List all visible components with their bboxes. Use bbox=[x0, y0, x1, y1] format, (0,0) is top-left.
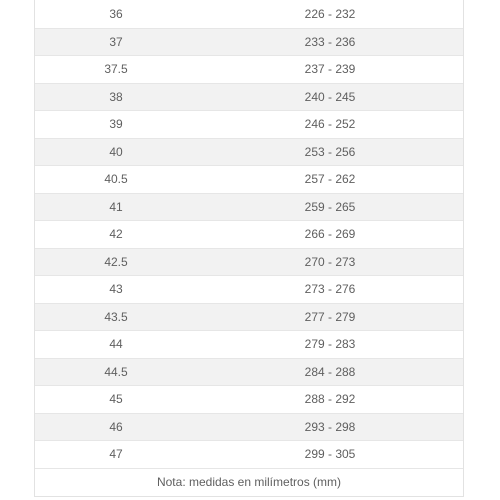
table-row bbox=[35, 0, 463, 28]
length-range-cell: 288 - 292 bbox=[304, 392, 356, 407]
table-row bbox=[35, 385, 463, 413]
length-range-cell: 299 - 305 bbox=[304, 447, 356, 462]
size-cell: 40 bbox=[109, 144, 123, 159]
size-cell: 46 bbox=[109, 419, 123, 434]
length-range-cell: 240 - 245 bbox=[304, 89, 356, 104]
table-row bbox=[35, 358, 463, 386]
size-table bbox=[34, 0, 464, 497]
size-cell: 44.5 bbox=[104, 364, 128, 379]
length-range-cell: 233 - 236 bbox=[304, 34, 356, 49]
table-row bbox=[35, 413, 463, 441]
size-cell: 43.5 bbox=[104, 309, 128, 324]
length-range-cell: 293 - 298 bbox=[304, 419, 356, 434]
table-row bbox=[35, 165, 463, 193]
size-cell: 36 bbox=[109, 6, 123, 21]
table-row bbox=[35, 275, 463, 303]
size-cell: 45 bbox=[109, 392, 123, 407]
table-note-text: Nota: medidas en milímetros (mm) bbox=[156, 475, 342, 489]
table-row bbox=[35, 248, 463, 276]
table-row bbox=[35, 303, 463, 331]
table-row bbox=[35, 110, 463, 138]
size-cell: 42.5 bbox=[104, 254, 128, 269]
length-range-cell: 257 - 262 bbox=[304, 172, 356, 187]
size-cell: 37.5 bbox=[104, 62, 128, 77]
table-row bbox=[35, 28, 463, 56]
table-row bbox=[35, 138, 463, 166]
size-cell: 38 bbox=[109, 89, 123, 104]
size-cell: 47 bbox=[109, 447, 123, 462]
length-range-cell: 284 - 288 bbox=[304, 364, 356, 379]
size-cell: 42 bbox=[109, 227, 123, 242]
table-row bbox=[35, 440, 463, 468]
table-row bbox=[35, 220, 463, 248]
table-row bbox=[35, 55, 463, 83]
length-range-cell: 237 - 239 bbox=[304, 62, 356, 77]
length-range-cell: 253 - 256 bbox=[304, 144, 356, 159]
length-range-cell: 266 - 269 bbox=[304, 227, 356, 242]
table-note bbox=[35, 468, 463, 496]
size-cell: 39 bbox=[109, 117, 123, 132]
size-cell: 43 bbox=[109, 282, 123, 297]
length-range-cell: 273 - 276 bbox=[304, 282, 356, 297]
size-cell: 41 bbox=[109, 199, 123, 214]
length-range-cell: 259 - 265 bbox=[304, 199, 356, 214]
length-range-cell: 277 - 279 bbox=[304, 309, 356, 324]
table-row bbox=[35, 83, 463, 111]
size-table-body bbox=[35, 0, 463, 468]
length-range-cell: 226 - 232 bbox=[304, 6, 356, 21]
size-cell: 37 bbox=[109, 34, 123, 49]
size-cell: 40.5 bbox=[104, 172, 128, 187]
length-range-cell: 246 - 252 bbox=[304, 117, 356, 132]
size-cell: 44 bbox=[109, 337, 123, 352]
table-row bbox=[35, 330, 463, 358]
length-range-cell: 279 - 283 bbox=[304, 337, 356, 352]
table-row bbox=[35, 193, 463, 221]
length-range-cell: 270 - 273 bbox=[304, 254, 356, 269]
